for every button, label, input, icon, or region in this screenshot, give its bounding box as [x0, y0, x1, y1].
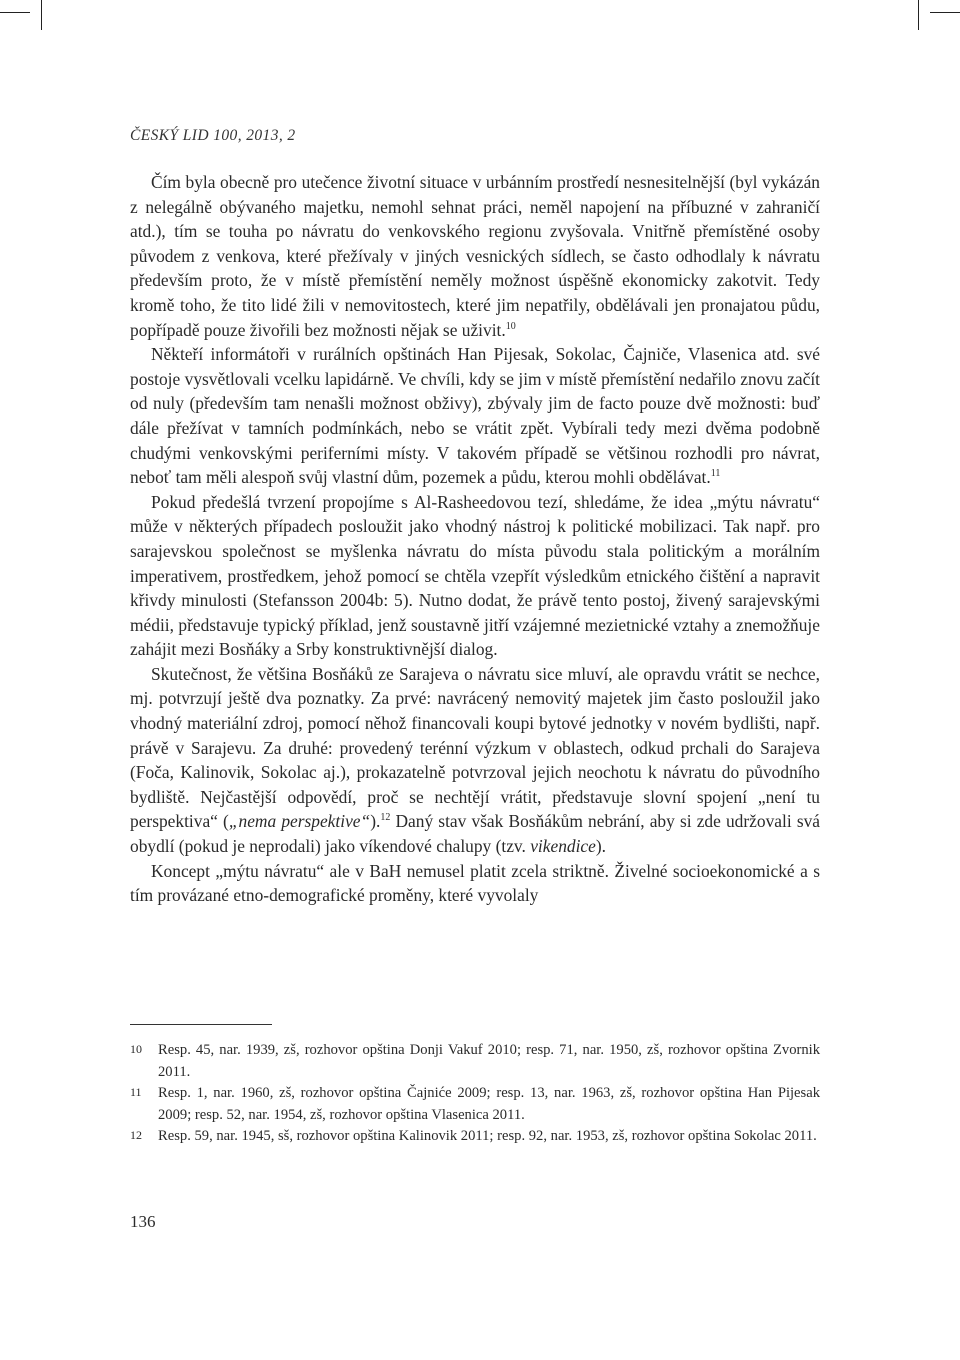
footnote-text: Resp. 45, nar. 1939, zš, rozhovor opština Donji Vakuf 2010; resp. 71, nar. 1950, zš, rozhovor opština Zvornik 2011.	[158, 1042, 820, 1080]
crop-mark	[41, 0, 42, 30]
footnotes	[130, 1040, 820, 1148]
crop-mark	[930, 12, 960, 13]
footnote-ref: 11	[710, 468, 721, 480]
text-run: Skutečnost, že většina Bosňáků ze Sarajeva o návratu sice mluví, ale opravdu vrátit se nechce, mj. potvrzují ještě dva poznatky. Za prvé: navrácený nemovitý majetek jim často posloužil jako vhodný materiální zdroj, pomocí něhož financovali koupi bytové jednotky v novém bydlišti, např. právě v Sarajevu. Za druhé: provedený terénní výzkum v oblastech, odkud prchali do Sarajeva (Foča, Kalinovik, Sokolac aj.), prokazatelně potvrzoval jejich neochotu k návratu do původního bydliště. Nejčastější odpovědí, proč se nechtějí vrátit, představuje slovní spojení „není tu perspektiva“ (	[130, 663, 820, 832]
footnote-ref: 10	[505, 320, 516, 332]
footnote	[130, 1126, 820, 1148]
page-number: 136	[130, 1212, 156, 1231]
footnote-number: 12	[130, 1128, 142, 1142]
italic-text: „nema perspektive“	[228, 811, 371, 832]
text-run: Koncept „mýtu návratu“ ale v BaH nemusel platit zcela striktně. Živelné socioekonomické a s tím provázané etno-demografické proměny, které vyvolaly	[130, 860, 820, 906]
paragraph	[130, 859, 820, 908]
footnote-number: 11	[130, 1085, 142, 1099]
footnote-text: Resp. 59, nar. 1945, sš, rozhovor opština Kalinovik 2011; resp. 92, nar. 1953, zš, rozhovor opština Sokolac 2011.	[158, 1128, 817, 1144]
text-run: Daný stav však Bosňákům nebrání, aby si zde udržovali svá obydlí (pokud je neprodali) jako víkendové chalupy (tzv.	[130, 811, 820, 857]
footnote	[130, 1083, 820, 1126]
footnote-ref: 12	[380, 812, 391, 824]
paragraph	[130, 662, 820, 859]
footnote-divider	[130, 1024, 272, 1025]
text-run: Někteří informátoři v rurálních opštinách Han Pijesak, Sokolac, Čajniče, Vlasenica atd. své postoje vysvětlovali vcelku lapidárně. Ve chvíli, kdy se jim v místě přemístění nedařilo znovu začít od nuly (především tam nenašli možnost obživy), zbývaly jim de facto pouze dvě možnosti: buď dále přežívat v tamních podmínkách, nebo se vrátit zpět. Vybírali tedy mezi dvěma podobně chudými venkovskými periferními místy. V takovém případě se většinou rozhodli pro návrat, neboť tam měli alespoň svůj vlastní dům, pozemek a půdu, kterou mohli obdělávat.	[130, 344, 820, 488]
text-run: Pokud předešlá tvrzení propojíme s Al-Rasheedovou tezí, shledáme, že idea „mýtu návratu“ může v některých případech posloužit jako vhodný nástroj k politické mobilizaci. Tak např. pro sarajevskou společnost se myšlenka návratu do místa původu stala politickým a morálním imperativem, prostředkem, jehož pomocí se chtěla vzepřít výsledkům etnického čištění a napravit křivdy minulosti (Stefansson 2004b: 5). Nutno dodat, že právě tento postoj, živený sarajevskými médii, představuje typický příklad, jenž soustavně jitří vzájemné mezietnické vztahy a znemožňuje zahájit mezi Bosňáky a Srby konstruktivnější dialog.	[130, 491, 820, 660]
footnote-text: Resp. 1, nar. 1960, zš, rozhovor opština Čajniće 2009; resp. 13, nar. 1963, zš, rozhovor opština Han Pijesak 2009; resp. 52, nar. 1954, zš, rozhovor opština Vlasenica 2011.	[158, 1085, 820, 1123]
running-header: ČESKÝ LID 100, 2013, 2	[130, 127, 296, 144]
text-run: Čím byla obecně pro utečence životní situace v urbánním prostředí nesnesitelnější (byl vykázán z nelegálně obývaného majetku, nemohl sehnat práci, neměl napojení na příbuzné v zahraničí atd.), tím se touha po návratu do venkovského regionu zvyšovala. Vnitřně přemístěné osoby původem z venkova, které přežívaly v jiných vesnických sídlech, se často odhodlaly k návratu především proto, že v místě přemístění neměly možnost úspěšně ekonomicky zakotvit. Tedy kromě toho, že tito lidé žili v nemovitostech, které jim nepatřily, obdělávali jen pronajatou půdu, popřípadě pouze živořili bez možnosti nějak se uživit.	[130, 172, 820, 340]
paragraph	[130, 170, 820, 342]
footnote-number: 10	[130, 1042, 142, 1056]
paragraph	[130, 342, 820, 490]
italic-text: vikendice	[530, 836, 596, 857]
body-text	[130, 170, 820, 908]
crop-mark	[918, 0, 919, 30]
crop-mark	[0, 12, 30, 13]
text-run: ).	[370, 811, 381, 832]
text-run: ).	[595, 836, 606, 857]
paragraph	[130, 490, 820, 662]
footnote	[130, 1040, 820, 1083]
